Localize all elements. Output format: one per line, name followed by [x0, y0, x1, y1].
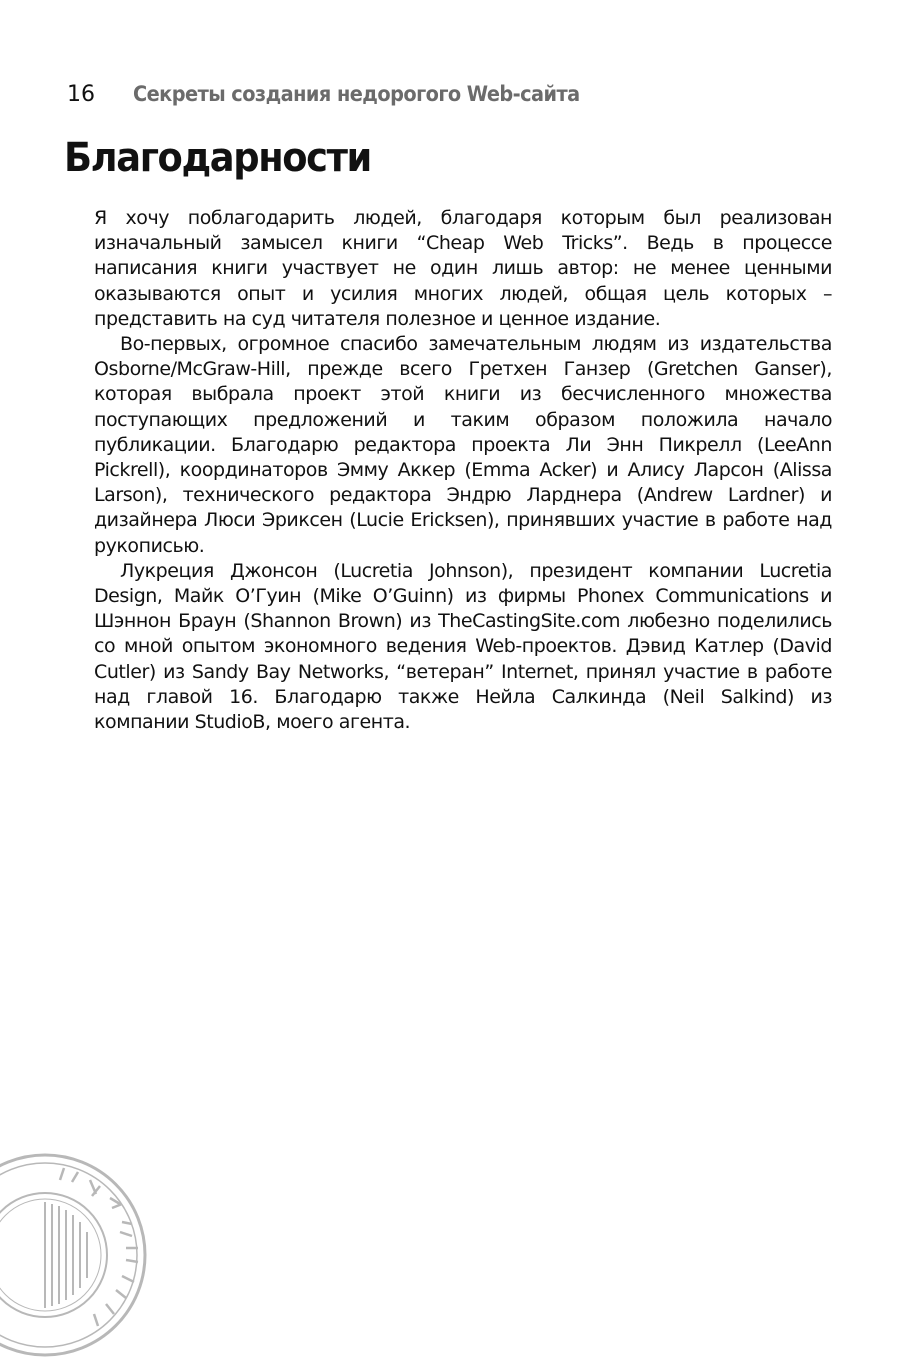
body-text: [94, 206, 832, 735]
running-title: Секреты создания недорогого Web-сайта: [133, 82, 580, 106]
page-number: 16: [67, 82, 95, 107]
paragraph-intro: Я хочу поблагодарить людей, благодаря которым был реализован изначальный замысел книги “Cheap Web Tricks”. Ведь в процессе написания книги участвует не один лишь автор: не менее ценными оказываются опыт и усилия многих людей, общая цель которых – представить на суд читателя полезное и ценное издание.: [94, 207, 832, 330]
running-head: [67, 82, 618, 114]
library-seal-stamp-icon: [0, 1150, 150, 1360]
paragraph-publisher-thanks: Во-первых, огромное спасибо замечательным людям из издательства Osborne/McGraw-Hill, прежде всего Гретхен Ганзер (Gretchen Ganser), которая выбрала проект этой книги из бесчисленного множества поступающих предложений и таким образом положила начало публикации. Благодарю редактора проекта Ли Энн Пикрелл (LeeAnn Pickrell), координаторов Эмму Аккер (Emma Acker) и Алису Ларсон (Alissa Larson), технического редактора Эндрю Ларднера (Andrew Lardner) и дизайнера Люси Эриксен (Lucie Ericksen), принявших участие в работе над рукописью.: [94, 333, 832, 557]
paragraph-contributors-thanks: Лукреция Джонсон (Lucretia Johnson), президент компании Lucretia Design, Майк О’Гуин (Mike O’Guinn) из фирмы Phonex Communications и Шэннон Браун (Shannon Brown) из TheCastingSite.com любезно поделились со мной опытом экономного ведения Web-проектов. Дэвид Катлер (David Cutler) из Sandy Bay Networks, “ветеран” Internet, принял участие в работе над главой 16. Благодарю также Нейла Салкинда (Neil Salkind) из компании StudioB, моего агента.: [94, 559, 832, 734]
section-title: Благодарности: [64, 135, 371, 181]
